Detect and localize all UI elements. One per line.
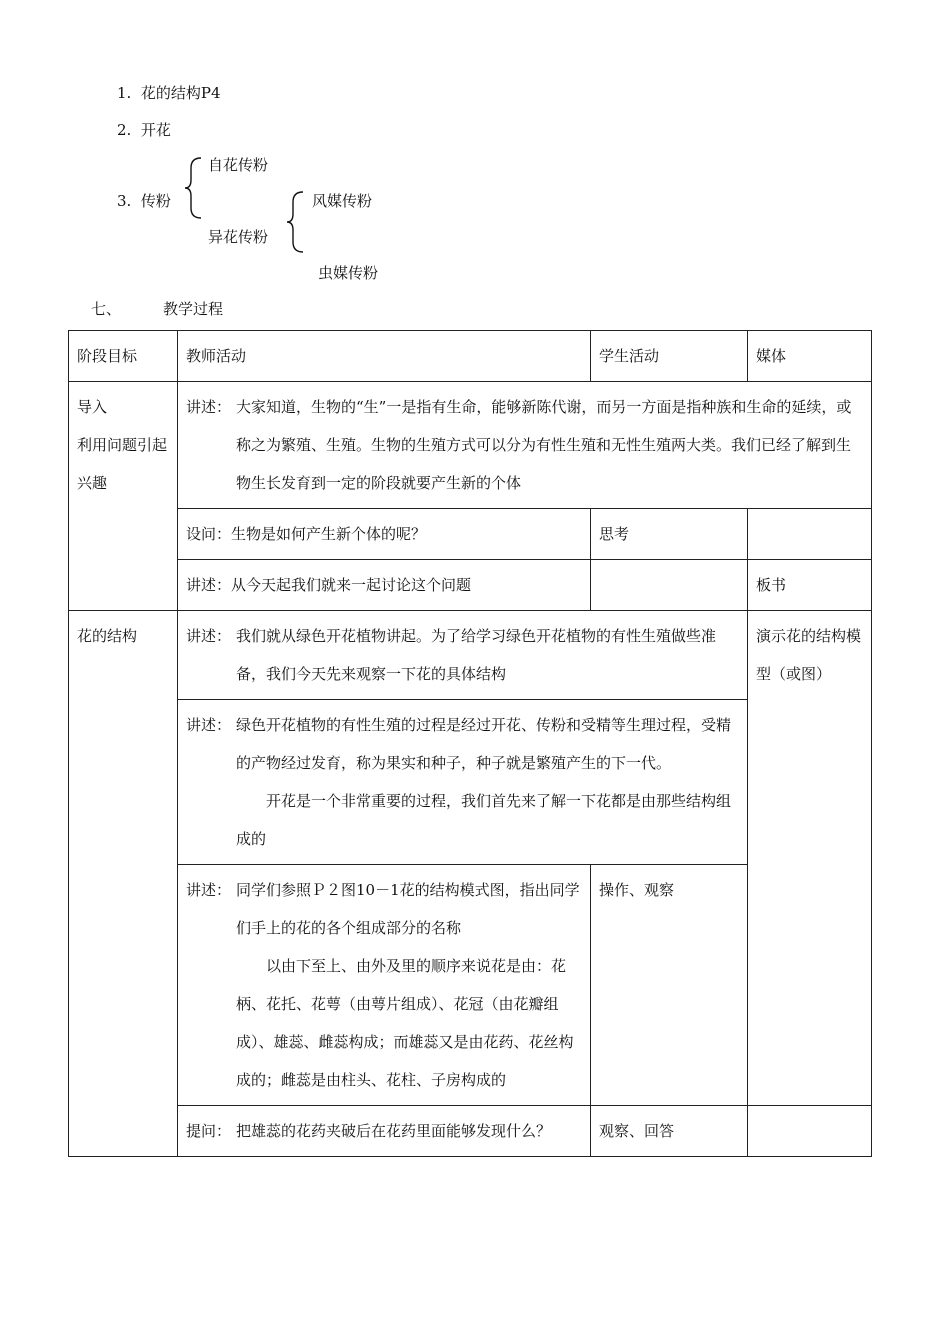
structure-r1-teacher — [178, 611, 748, 700]
structure-r1-text: 我们就从绿色开花植物讲起。为了给学习绿色开花植物的有性生殖做些准备，我们今天先来观察一下花的具体结构 — [236, 627, 717, 683]
intro-r3-text: 从今天起我们就来一起讨论这个问题 — [231, 576, 472, 594]
section-heading — [91, 298, 223, 319]
teaching-process-table — [68, 330, 872, 1157]
table-row — [69, 560, 872, 611]
cross-pollination-label: 异花传粉 — [208, 228, 269, 246]
structure-r4-media — [748, 1106, 872, 1157]
outline-item-1-text: 花的结构P4 — [140, 84, 221, 102]
intro-r2-teacher — [178, 509, 591, 560]
intro-r2-media — [748, 509, 872, 560]
table-row — [69, 509, 872, 560]
structure-r1-label: 讲述： — [186, 627, 232, 645]
outline-item-2-text: 开花 — [140, 121, 171, 139]
brace-icon — [183, 156, 207, 220]
structure-r3-text-a: 同学们参照Ｐ２图10－1花的结构模式图，指出同学们手上的花的各个组成部分的名称 — [236, 881, 580, 937]
intro-r1-label: 讲述： — [186, 398, 232, 416]
structure-r2-text-b: 开花是一个非常重要的过程，我们首先来了解一下花都是由那些结构组成的 — [236, 792, 732, 848]
outline-item-3 — [117, 190, 171, 211]
structure-r4-text: 把雄蕊的花药夹破后在花药里面能够发现什么？ — [236, 1122, 552, 1140]
stage-structure: 花的结构 — [69, 611, 178, 1157]
structure-r2-label: 讲述： — [186, 716, 232, 734]
wind-pollination-label: 风媒传粉 — [312, 192, 373, 210]
intro-r3-media: 板书 — [748, 560, 872, 611]
stage-intro-line1: 导入 — [77, 398, 108, 416]
outline-item-2-num: 2. — [117, 121, 132, 139]
structure-r3-student: 操作、观察 — [591, 865, 748, 1106]
section-title: 教学过程 — [163, 300, 224, 318]
stage-intro-line2: 利用问题引起兴趣 — [77, 436, 168, 492]
section-num: 七、 — [91, 300, 122, 318]
intro-r3-teacher — [178, 560, 591, 611]
outline-item-3-num: 3. — [117, 192, 132, 210]
structure-r3-teacher — [178, 865, 591, 1106]
intro-r2-student: 思考 — [591, 509, 748, 560]
table-row — [69, 611, 872, 700]
intro-r2-label: 设问： — [186, 525, 232, 543]
insect-pollination-label: 虫媒传粉 — [318, 264, 379, 282]
structure-r4-teacher — [178, 1106, 591, 1157]
outline-item-3-text: 传粉 — [140, 192, 171, 210]
structure-r3-label: 讲述： — [186, 881, 232, 899]
outline-item-2 — [117, 119, 171, 140]
table-row — [69, 382, 872, 509]
brace-icon-2 — [285, 190, 309, 254]
header-stage: 阶段目标 — [69, 331, 178, 382]
table-header-row — [69, 331, 872, 382]
intro-r3-label: 讲述： — [186, 576, 232, 594]
intro-r1-text: 大家知道，生物的“生”一是指有生命，能够新陈代谢，而另一方面是指种族和生命的延续，或称之为繁殖、生殖。生物的生殖方式可以分为有性生殖和无性生殖两大类。我们已经了解到生物生长发育到一定的阶段就要产生新的个体 — [236, 398, 852, 492]
structure-r4-label: 提问： — [186, 1122, 232, 1140]
structure-r2-text-a: 绿色开花植物的有性生殖的过程是经过开花、传粉和受精等生理过程，受精的产物经过发育，称为果实和种子，种子就是繁殖产生的下一代。 — [236, 716, 732, 772]
structure-media: 演示花的结构模型（或图） — [748, 611, 872, 1106]
intro-r3-student — [591, 560, 748, 611]
header-media: 媒体 — [748, 331, 872, 382]
table-row — [69, 1106, 872, 1157]
outline-item-1 — [117, 82, 221, 103]
structure-r3-text-b: 以由下至上、由外及里的顺序来说花是由：花柄、花托、花萼（由萼片组成）、花冠（由花瓣组成）、雄蕊、雌蕊构成；而雄蕊又是由花药、花丝构成的；雌蕊是由柱头、花柱、子房构成的 — [236, 957, 574, 1089]
header-teacher: 教师活动 — [178, 331, 591, 382]
stage-intro — [69, 382, 178, 611]
structure-r2-teacher — [178, 700, 748, 865]
intro-r1-teacher — [178, 382, 872, 509]
header-student: 学生活动 — [591, 331, 748, 382]
structure-r4-student: 观察、回答 — [591, 1106, 748, 1157]
self-pollination-label: 自花传粉 — [208, 156, 269, 174]
outline-item-1-num: 1. — [117, 84, 132, 102]
intro-r2-text: 生物是如何产生新个体的呢？ — [231, 525, 427, 543]
